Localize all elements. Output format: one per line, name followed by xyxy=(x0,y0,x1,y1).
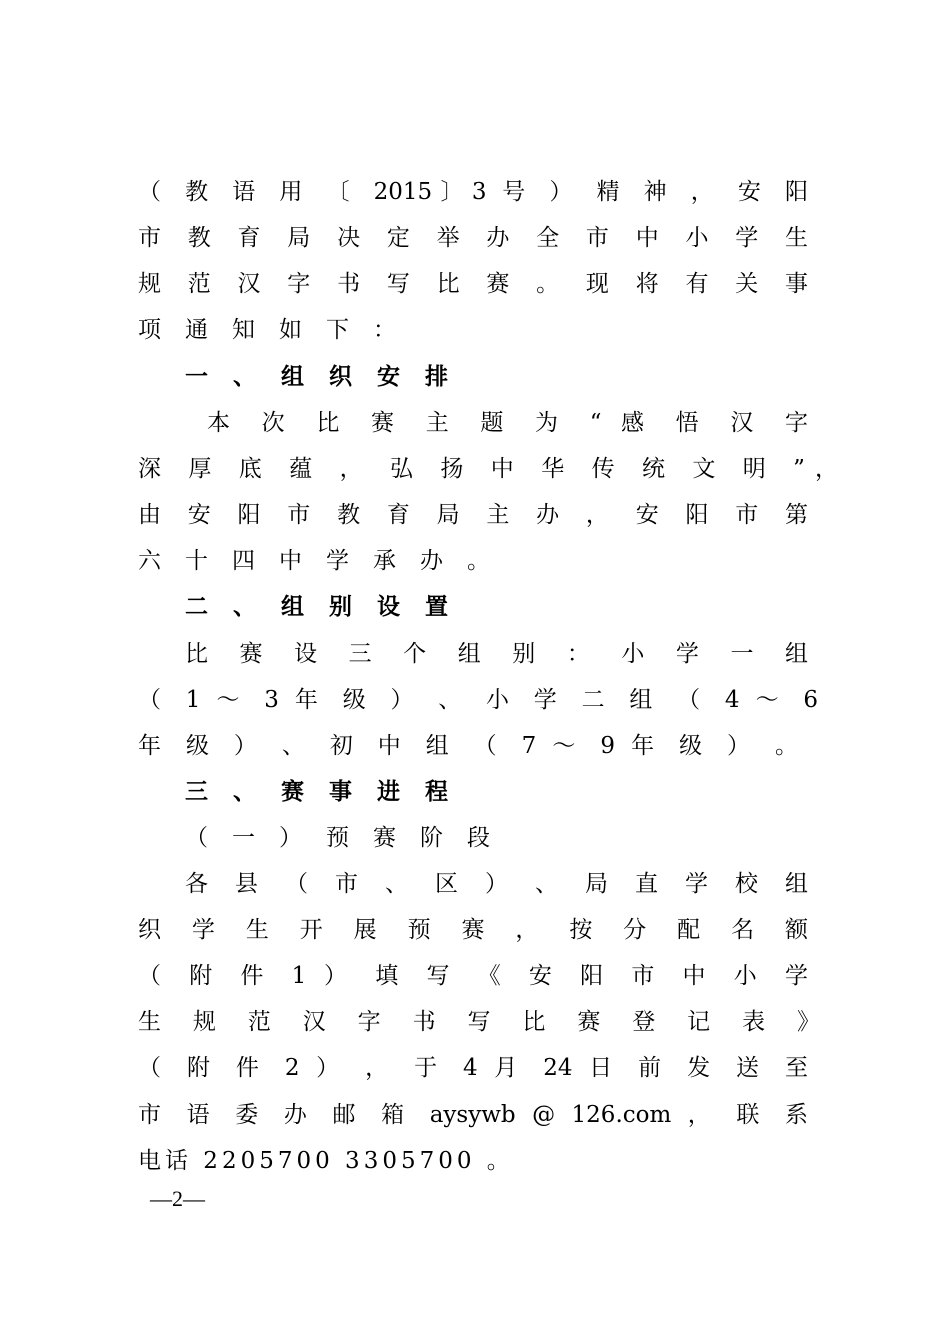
body-line-21: 市 语 委 办 邮 箱 aysywb @ 126.com ， 联 系 xyxy=(138,1102,808,1128)
body-line-19: 生 规 范 汉 字 书 写 比 赛 登 记 表 》 xyxy=(138,1009,820,1035)
body-line-11: 比 赛 设 三 个 组 别 ： 小 学 一 组 xyxy=(185,641,808,667)
body-line-4: 项通知如下： xyxy=(138,317,420,343)
body-line-9: 六十四中学承办。 xyxy=(138,548,514,574)
section-heading-3: 三、赛事进程 xyxy=(185,778,473,805)
body-line-16: 各 县 （ 市 、 区 ） 、 局 直 学 校 组 xyxy=(185,871,808,897)
body-line-7: 深 厚 底 蕴 ， 弘 扬 中 华 传 统 文 明 ”， xyxy=(138,456,838,482)
section-heading-2: 二、组别设置 xyxy=(185,593,473,620)
body-line-18: （ 附 件 1 ） 填 写 《 安 阳 市 中 小 学 xyxy=(138,963,808,989)
section-heading-1: 一、组织安排 xyxy=(185,363,473,390)
body-line-2: 市 教 育 局 决 定 举 办 全 市 中 小 学 生 xyxy=(138,225,808,251)
page-number: —2— xyxy=(150,1186,205,1211)
body-line-1: （ 教 语 用 〔 2015〕3 号 ） 精 神 ， 安 阳 xyxy=(138,179,808,205)
subsection-heading-1: （一）预赛阶段 xyxy=(185,825,514,851)
body-line-12: （ 1 ～ 3 年 级 ） 、 小 学 二 组 （ 4 ～ 6 xyxy=(138,687,818,713)
body-line-22: 电话 2205700 3305700 。 xyxy=(138,1148,514,1174)
body-line-20: （ 附 件 2 ） ， 于 4 月 24 日 前 发 送 至 xyxy=(138,1055,808,1081)
body-line-8: 由 安 阳 市 教 育 局 主 办 ， 安 阳 市 第 xyxy=(138,502,808,528)
body-line-17: 织 学 生 开 展 预 赛 ， 按 分 配 名 额 xyxy=(138,917,808,943)
body-line-6: 本 次 比 赛 主 题 为 “ 感 悟 汉 字 xyxy=(207,410,808,436)
body-line-3: 规 范 汉 字 书 写 比 赛 。 现 将 有 关 事 xyxy=(138,271,808,297)
body-line-13: 年 级 ） 、 初 中 组 （ 7 ～ 9 年 级 ） 。 xyxy=(138,733,798,759)
